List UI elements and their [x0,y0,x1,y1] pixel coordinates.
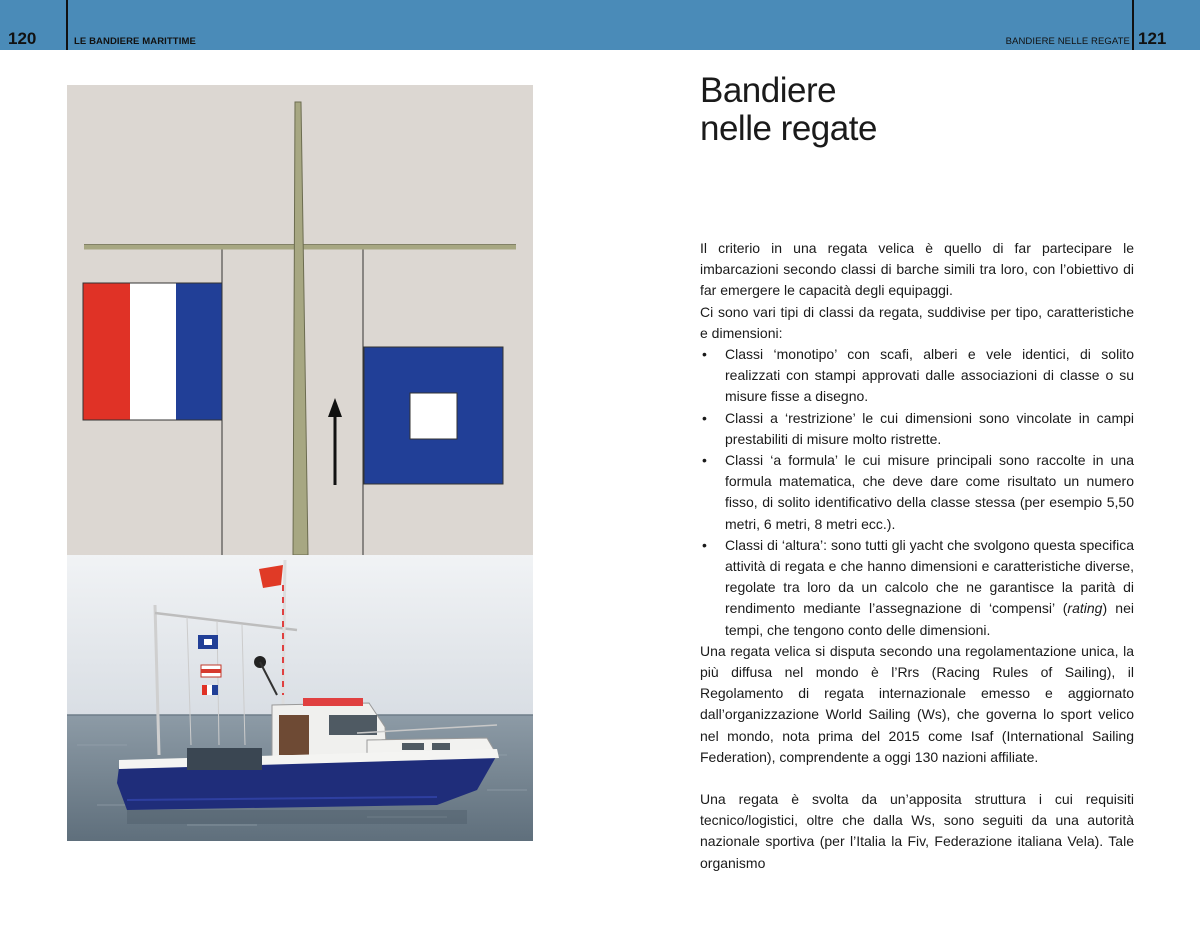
page-title [700,72,1140,148]
list-item: • Classi ‘monotipo’ con scafi, alberi e vele identici, di solito realizzati con stampi approvati dalle associazioni di classe o su misure fisse a disegno. [702,346,1134,405]
red-burgee [259,565,283,588]
paragraph-racing-rules: Una regata velica si disputa secondo una regolamentazione unica, la più diffusa nel mondo è l’Rrs (Racing Rules of Sailing), il Regolamento di regata internazionale emesso e aggiornato dall’organizzazione World Sailing (Ws), che governa lo sport velico nel mondo, nota prima del 2015 come Isaf (International Sailing Federation), comprendente a oggi 130 nazioni affiliate. [700,642,1134,765]
flag-stripe-red [83,283,130,420]
flag-stripe-blue [176,283,222,420]
boat-roof-stripe [303,698,363,706]
committee-boat-photo [67,555,533,841]
flag-blue-peter [364,347,503,484]
paragraph-gap [700,768,1134,789]
boat-door [279,715,309,755]
list-item: • Classi di ‘altura’: sono tutti gli yacht che svolgono questa specifica attività di regata e che hanno dimensioni e caratteristiche diverse, regolate tra loro da un calcolo che ne garantisce la parità di rendimento mediante l’assegnazione di ‘compensi’ (rating) nei tempi, che tengono conto delle dimensioni. [702,536,1134,638]
class-types-list [700,344,1134,641]
boat-reflection [127,810,467,824]
boat-hatch [187,748,262,770]
right-section-title: BANDIERE NELLE REGATE [1005,36,1130,47]
flag-stripe-white [130,283,176,420]
left-section-title: LE BANDIERE MARITTIME [74,36,196,47]
right-page-number: 121 [1138,29,1167,48]
page-title-line-1: Bandiere [700,71,837,110]
flag-white-centre [410,393,457,439]
sky [67,555,533,715]
article-body [700,238,1134,874]
mast-signal-flags-diagram [67,85,533,555]
left-page-number: 120 [8,29,37,48]
list-item: • Classi a ‘restrizione’ le cui dimensioni sono vincolate in campi prestabiliti di misure molto ristrette. [702,409,1134,447]
left-header-divider [66,0,68,50]
paragraph-class-types: Ci sono vari tipi di classi da regata, suddivise per tipo, caratteristiche e dimensioni: [700,303,1134,341]
flag-red-white-blue [83,283,222,420]
paragraph-intro: Il criterio in una regata velica è quello di far partecipare le imbarcazioni secondo classi di barche simili tra loro, con l’obiettivo di far emergere le capacità degli equipaggi. [700,240,1134,299]
rating-term: rating [1067,600,1103,617]
page-title-line-2: nelle regate [700,109,877,148]
right-header-divider [1132,0,1134,50]
header-band [0,0,1200,50]
paragraph-race-organisation: Una regata è svolta da un’apposita struttura i cui requisiti tecnico/logistici, oltre che dalla Ws, sono seguiti da una autorità nazionale sportiva (per l’Italia la Fiv, Federazione italiana Vela). Tale organismo [700,791,1134,871]
list-item: • Classi ‘a formula’ le cui misure principali sono raccolte in una formula matematica, che deve dare come risultato un numero fisso, di solito identificativo della classe stessa (per esempio 5,50 metri, 6 metri, 8 metri ecc.). [702,452,1134,532]
